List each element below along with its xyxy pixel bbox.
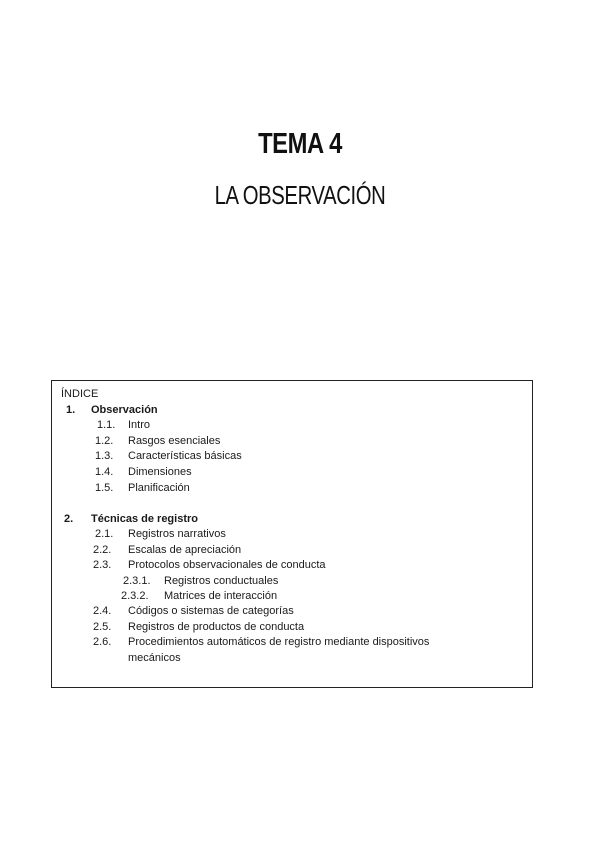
subsubsection-label: Matrices de interacción [164,590,278,602]
subsubsection-number: 2.3.1. [123,575,151,587]
subsection-label: Intro [128,419,151,431]
subsection-label: Registros de productos de conducta [128,621,305,633]
subsection-label: Rasgos esenciales [128,435,221,447]
subsection-label-continuation: mecánicos [128,652,181,664]
subsection-number: 2.1. [95,528,114,540]
subsection-number: 2.3. [93,559,112,571]
subsection-number: 2.5. [93,621,112,633]
page-subtitle: LA OBSERVACIÓN [214,180,386,210]
subsection-number: 2.2. [93,544,112,556]
subsection-label: Procedimientos automáticos de registro mediante dispositivos [128,636,430,648]
section-label: Técnicas de registro [91,513,198,525]
section-label: Observación [91,404,158,416]
subsection-number: 1.1. [97,419,116,431]
subsection-label: Planificación [128,482,190,494]
page-title: TEMA 4 [258,128,342,160]
subsection-number: 1.5. [95,482,114,494]
subsection-number: 2.4. [93,605,112,617]
subsection-number: 1.4. [95,466,114,478]
section-number: 1. [66,404,76,416]
subsection-number: 2.6. [93,636,112,648]
subsection-label: Códigos o sistemas de categorías [128,605,294,617]
subsection-label: Protocolos observacionales de conducta [128,559,326,571]
subsubsection-number: 2.3.2. [121,590,149,602]
subsection-label: Dimensiones [128,466,192,478]
subsection-label: Escalas de apreciación [128,544,242,556]
subsection-number: 1.2. [95,435,114,447]
subsection-number: 1.3. [95,450,114,462]
section-number: 2. [64,513,74,525]
subsection-label: Características básicas [128,450,242,462]
subsection-label: Registros narrativos [128,528,226,540]
subsubsection-label: Registros conductuales [164,575,279,587]
index-heading: ÍNDICE [61,388,99,400]
